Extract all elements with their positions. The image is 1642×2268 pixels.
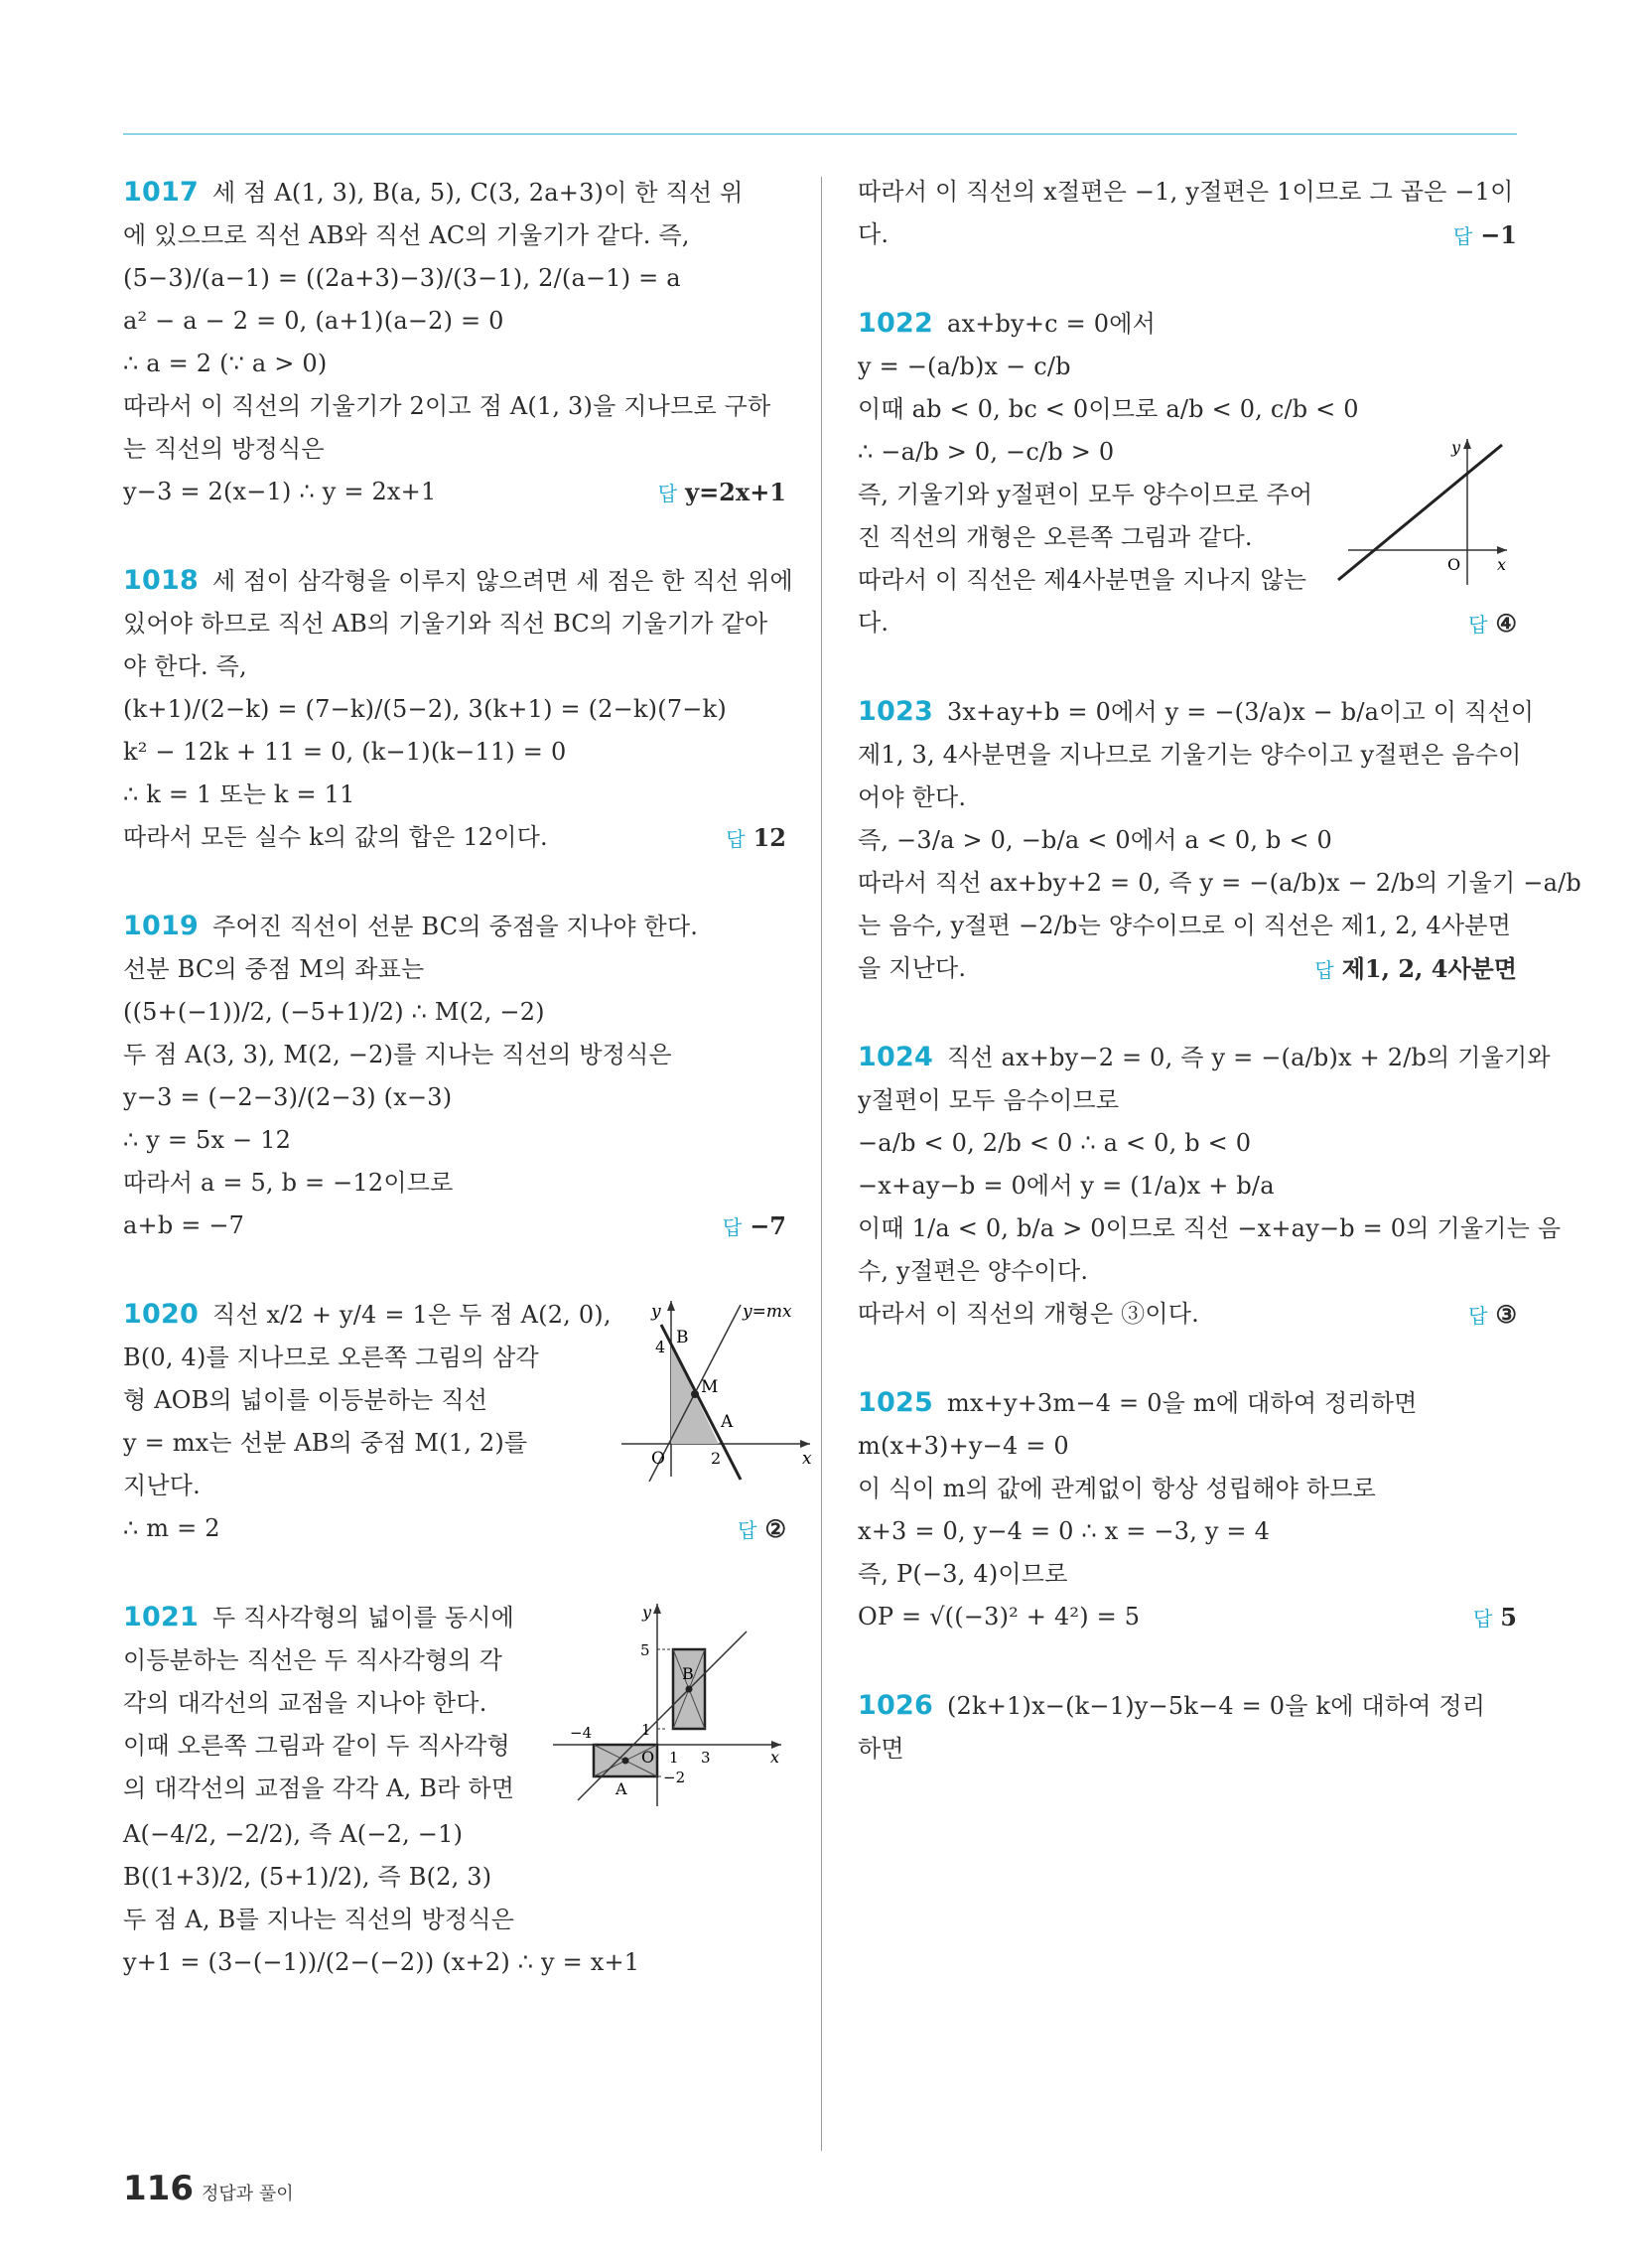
- fig-label: O: [1447, 555, 1461, 574]
- solution-line: (2k+1)x−(k−1)y−5k−4 = 0을 k에 대하여 정리: [946, 1692, 1486, 1720]
- solution-line: y−3 = 2(x−1) ∴ y = 2x+1: [123, 478, 437, 505]
- solution-line: y = mx는 선분 AB의 중점 M(1, 2)를: [123, 1429, 528, 1457]
- fig-label: O: [641, 1748, 655, 1767]
- answer-value: −1: [1480, 220, 1517, 249]
- problem-number: 1020: [123, 1299, 199, 1330]
- answer-value: −7: [750, 1211, 786, 1240]
- solution-line: 두 점 A(3, 3), M(2, −2)를 지나는 직선의 방정식은: [123, 1041, 672, 1068]
- solution-line: 따라서 이 직선의 기울기가 2이고 점 A(1, 3)을 지나므로 구하: [123, 392, 771, 420]
- fig-label: x: [801, 1449, 812, 1469]
- fig-label: 2: [710, 1449, 721, 1468]
- answer-label: 답: [1468, 1304, 1488, 1328]
- figure-1022: [1328, 431, 1517, 602]
- fig-label: x: [1497, 555, 1507, 574]
- solution-line: mx+y+3m−4 = 0을 m에 대하여 정리하면: [946, 1389, 1418, 1417]
- solution-line: 하면: [858, 1735, 904, 1763]
- solution-line: a² − a − 2 = 0, (a+1)(a−2) = 0: [123, 307, 504, 335]
- answer: [738, 1507, 786, 1552]
- problem-number: 1017: [123, 177, 199, 208]
- solution-line: 선분 BC의 중점 M의 좌표는: [123, 955, 425, 983]
- solution-line: 즉, −3/a > 0, −b/a < 0에서 a < 0, b < 0: [858, 826, 1333, 854]
- fig-label: M: [700, 1377, 719, 1397]
- solution-line: 제1, 3, 4사분면을 지나므로 기울기는 양수이고 y절편은 음수이: [858, 741, 1522, 769]
- solution-line: ∴ k = 1 또는 k = 11: [123, 780, 355, 808]
- answer-label: 답: [1468, 613, 1488, 637]
- answer: [1473, 1596, 1517, 1640]
- solution-line: 형 AOB의 넓이를 이등분하는 직선: [123, 1386, 488, 1414]
- solution-line: 따라서 모든 실수 k의 값의 합은 12이다.: [123, 823, 548, 851]
- problem-1020: [123, 1293, 812, 1552]
- solution-line: 지난다.: [123, 1472, 201, 1499]
- answer-label: 답: [1314, 958, 1334, 982]
- solution-line: 있어야 하므로 직선 AB의 기울기와 직선 BC의 기울기가 같아: [123, 610, 768, 638]
- solution-line: a+b = −7: [123, 1211, 245, 1239]
- solution-line: 수, y절편은 양수이다.: [858, 1257, 1089, 1285]
- solution-line: 에 있으므로 직선 AB와 직선 AC의 기울기가 같다. 즉,: [123, 221, 690, 249]
- answer: [1468, 1293, 1517, 1338]
- solution-line: (k+1)/(2−k) = (7−k)/(5−2), 3(k+1) = (2−k)(7−k): [123, 695, 727, 723]
- rectangles-graph: [548, 1596, 786, 1809]
- solution-line: y = −(a/b)x − c/b: [858, 353, 1071, 380]
- fig-label: 3: [701, 1749, 711, 1767]
- solution-line: 는 직선의 방정식은: [123, 435, 325, 463]
- problem-1018: [123, 559, 793, 861]
- solution-line: y−3 = (−2−3)/(2−3) (x−3): [123, 1083, 453, 1111]
- solution-line: B((1+3)/2, (5+1)/2), 즉 B(2, 3): [123, 1863, 492, 1891]
- solution-line: 는 음수, y절편 −2/b는 양수이므로 이 직선은 제1, 2, 4사분면: [858, 912, 1512, 939]
- solution-line: ∴ −a/b > 0, −c/b > 0: [858, 438, 1115, 466]
- fig-label: B: [682, 1664, 694, 1683]
- solution-line: k² − 12k + 11 = 0, (k−1)(k−11) = 0: [123, 738, 567, 766]
- fig-label: 1: [669, 1749, 679, 1767]
- answer-label: 답: [726, 827, 746, 851]
- answer-label: 답: [657, 482, 678, 505]
- solution-line: 따라서 a = 5, b = −12이므로: [123, 1169, 454, 1197]
- problem-1026: [858, 1684, 1517, 1771]
- problem-number: 1022: [858, 308, 933, 339]
- problem-number: 1023: [858, 696, 933, 727]
- solution-line: 세 점이 삼각형을 이루지 않으려면 세 점은 한 직선 위에: [211, 567, 793, 595]
- problem-1019: [123, 905, 786, 1249]
- answer: [658, 471, 786, 515]
- problem-1021: [123, 1596, 786, 1984]
- column-divider: [821, 177, 822, 2151]
- problem-1025: [858, 1381, 1517, 1640]
- solution-line: 야 한다. 즉,: [123, 652, 247, 680]
- fig-label: 4: [654, 1338, 665, 1356]
- solution-line: 다.: [858, 220, 889, 248]
- solution-line: 따라서 이 직선의 x절편은 −1, y절편은 1이므로 그 곱은 −1이: [858, 178, 1514, 206]
- solution-line: 어야 한다.: [858, 783, 967, 811]
- problem-1023: [858, 690, 1581, 992]
- fig-label: −4: [570, 1724, 593, 1742]
- problem-number: 1026: [858, 1690, 933, 1721]
- problem-1021-continued: [858, 171, 1517, 258]
- figure-1020: [612, 1293, 820, 1507]
- top-rule: [123, 133, 1517, 135]
- solution-line: −a/b < 0, 2/b < 0 ∴ a < 0, b < 0: [858, 1129, 1252, 1157]
- answer-value: 12: [753, 823, 786, 852]
- problem-number: 1024: [858, 1042, 933, 1072]
- line-graph: [1328, 431, 1517, 590]
- solution-line: 두 점 A, B를 지나는 직선의 방정식은: [123, 1906, 515, 1933]
- answer: [723, 1205, 786, 1249]
- fig-label: A: [720, 1412, 733, 1432]
- solution-line: x+3 = 0, y−4 = 0 ∴ x = −3, y = 4: [858, 1517, 1271, 1545]
- solution-line: 따라서 이 직선은 제4사분면을 지나지 않는: [858, 566, 1307, 594]
- answer-value: ④: [1495, 609, 1517, 638]
- problem-number: 1025: [858, 1387, 933, 1418]
- answer-label: 답: [722, 1215, 743, 1239]
- fig-label: 1: [641, 1721, 651, 1739]
- page-title: 정답과 풀이: [201, 2184, 294, 2204]
- answer: [1453, 213, 1517, 258]
- page-number: 116: [123, 2169, 194, 2208]
- solution-line: 이때 1/a < 0, b/a > 0이므로 직선 −x+ay−b = 0의 기울기는 음: [858, 1214, 1562, 1242]
- page-footer: [123, 2169, 294, 2208]
- answer-value: ③: [1495, 1300, 1517, 1329]
- solution-line: 이등분하는 직선은 두 직사각형의 각: [123, 1646, 503, 1674]
- answer: [726, 816, 786, 861]
- answer-value: 제1, 2, 4사분면: [1341, 954, 1517, 983]
- solution-line: ∴ y = 5x − 12: [123, 1126, 292, 1154]
- solution-line: 이때 오른쪽 그림과 같이 두 직사각형: [123, 1732, 510, 1760]
- solution-line: y절편이 모두 음수이므로: [858, 1086, 1120, 1114]
- fig-label: y: [650, 1302, 661, 1322]
- solution-line: (5−3)/(a−1) = ((2a+3)−3)/(3−1), 2/(a−1) = a: [123, 264, 681, 292]
- solution-line: 을 지난다.: [858, 954, 967, 982]
- fig-label: y: [642, 1603, 652, 1622]
- solution-line: 다.: [858, 609, 889, 637]
- solution-line: ((5+(−1))/2, (−5+1)/2) ∴ M(2, −2): [123, 998, 545, 1026]
- solution-line: ∴ a = 2 (∵ a > 0): [123, 350, 328, 377]
- solution-line: m(x+3)+y−4 = 0: [858, 1432, 1069, 1460]
- fig-label: A: [616, 1779, 627, 1798]
- solution-line: ax+by+c = 0에서: [946, 310, 1156, 338]
- problem-number: 1021: [123, 1602, 199, 1632]
- solution-line: 두 직사각형의 넓이를 동시에: [211, 1604, 515, 1631]
- solution-line: 즉, P(−3, 4)이므로: [858, 1560, 1068, 1588]
- problem-number: 1019: [123, 911, 199, 941]
- problem-1022: [858, 302, 1517, 646]
- solution-line: 따라서 이 직선의 개형은 ③이다.: [858, 1300, 1199, 1328]
- solution-line: 이때 ab < 0, bc < 0이므로 a/b < 0, c/b < 0: [858, 395, 1359, 423]
- answer-label: 답: [1472, 1607, 1493, 1630]
- solution-line: 세 점 A(1, 3), B(a, 5), C(3, 2a+3)이 한 직선 위: [211, 179, 744, 207]
- solution-line: OP = √((−3)² + 4²) = 5: [858, 1603, 1141, 1630]
- answer: [1314, 947, 1517, 992]
- answer-value: y=2x+1: [685, 478, 786, 506]
- solution-line: y+1 = (3−(−1))/(2−(−2)) (x+2) ∴ y = x+1: [123, 1948, 640, 1976]
- solution-line: 진 직선의 개형은 오른쪽 그림과 같다.: [858, 523, 1253, 551]
- answer-label: 답: [738, 1518, 757, 1542]
- solution-line: 의 대각선의 교점을 각각 A, B라 하면: [123, 1774, 515, 1802]
- answer: [1468, 602, 1517, 646]
- problem-number: 1018: [123, 565, 199, 596]
- fig-label: O: [650, 1449, 665, 1469]
- solution-line: 3x+ay+b = 0에서 y = −(3/a)x − b/a이고 이 직선이: [946, 698, 1535, 726]
- answer-label: 답: [1452, 224, 1473, 248]
- solution-line: 직선 x/2 + y/4 = 1은 두 점 A(2, 0),: [211, 1301, 612, 1329]
- fig-label: y: [1451, 438, 1461, 457]
- solution-line: 이 식이 m의 값에 관계없이 항상 성립해야 하므로: [858, 1475, 1377, 1502]
- triangle-graph: [612, 1293, 820, 1482]
- solution-line: 직선 ax+by−2 = 0, 즉 y = −(a/b)x + 2/b의 기울기와: [946, 1044, 1551, 1071]
- answer-value: 5: [1500, 1603, 1517, 1631]
- fig-label: y=mx: [742, 1302, 792, 1322]
- solution-line: 즉, 기울기와 y절편이 모두 양수이므로 주어: [858, 481, 1313, 508]
- figure-1021: [548, 1596, 786, 1813]
- fig-label: x: [770, 1748, 780, 1767]
- fig-label: B: [675, 1328, 689, 1347]
- solution-line: 각의 대각선의 교점을 지나야 한다.: [123, 1689, 487, 1717]
- answer-value: ②: [764, 1514, 786, 1543]
- solution-line: B(0, 4)를 지나므로 오른쪽 그림의 삼각: [123, 1344, 539, 1371]
- solution-line: ∴ m = 2: [123, 1514, 220, 1542]
- right-column: [858, 171, 1581, 1814]
- solution-line: A(−4/2, −2/2), 즉 A(−2, −1): [123, 1820, 464, 1848]
- solution-line: 따라서 직선 ax+by+2 = 0, 즉 y = −(a/b)x − 2/b의 기울기 −a/b: [858, 869, 1581, 897]
- problem-1024: [858, 1036, 1562, 1338]
- problem-1017: [123, 171, 786, 515]
- left-column: [123, 171, 812, 2028]
- solution-line: −x+ay−b = 0에서 y = (1/a)x + b/a: [858, 1172, 1275, 1200]
- fig-label: 5: [640, 1641, 650, 1659]
- fig-label: −2: [663, 1769, 686, 1786]
- solution-line: 주어진 직선이 선분 BC의 중점을 지나야 한다.: [211, 913, 699, 940]
